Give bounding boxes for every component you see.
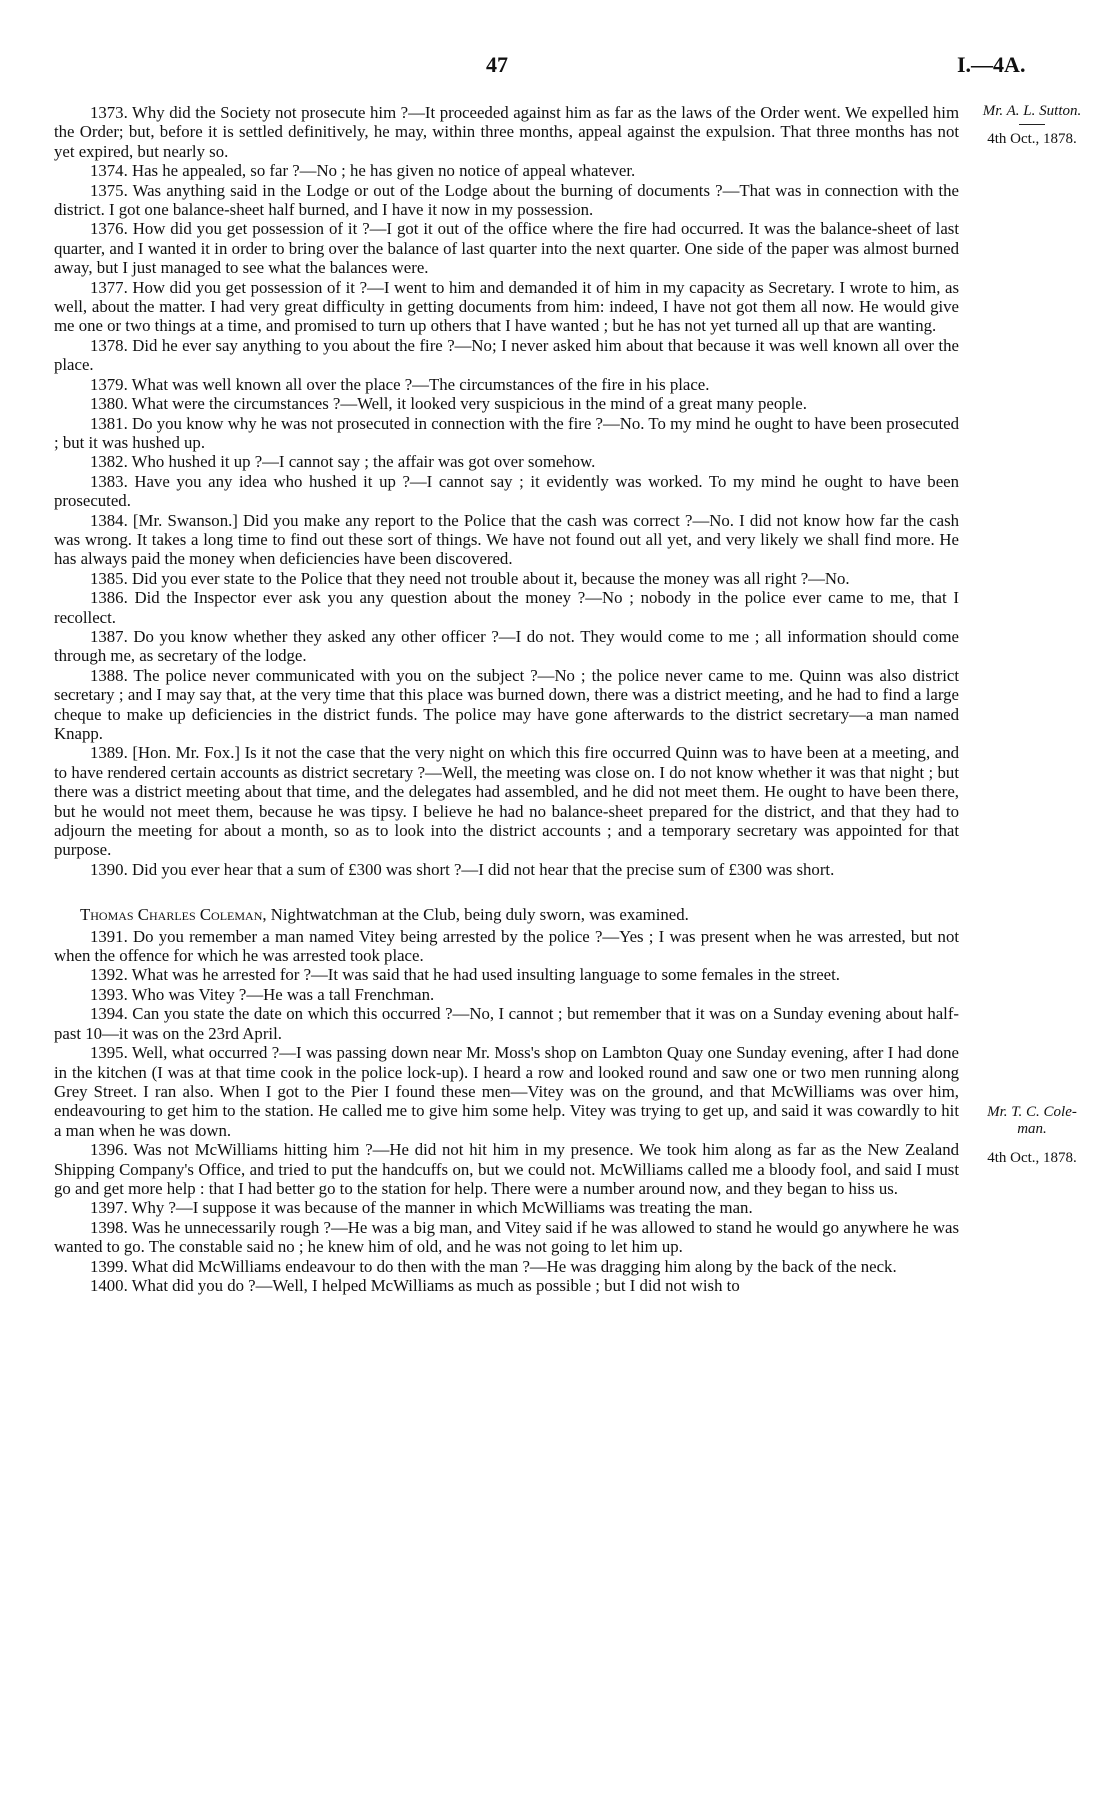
question-paragraph: 1381. Do you know why he was not prosecuted in connection with the fire ?—No. To my mind he ought to have been prosecuted ; but it was hushed up.	[54, 413, 959, 452]
question-paragraph: 1395. Well, what occurred ?—I was passing down near Mr. Moss's shop on Lambton Quay one Sunday evening, after I had done in the kitchen (I was at that time cook in the police lock-up). I heard a row and looked round and saw one or two men running along Grey Street. I ran also. When I got to the Pier I found these men—Vitey was on the ground, and that McWilliams was over him, endeavouring to get him to the station. He called me to give him some help. Vitey was trying to get up, and said it was cowardly to hit a man when he was down.	[54, 1043, 959, 1140]
page-number: 47	[486, 52, 508, 77]
margin-note-coleman	[962, 1104, 1102, 1167]
margin-date: 4th Oct., 1878.	[987, 1150, 1077, 1166]
margin-witness-name: Mr. A. L. Sutton.	[982, 103, 1082, 119]
question-paragraph: 1393. Who was Vitey ?—He was a tall Frenchman.	[90, 984, 435, 1004]
question-paragraph: 1394. Can you state the date on which this occurred ?—No, I cannot ; but remember that it was on a Sunday evening about half-past 10—it was on the 23rd April.	[54, 1004, 959, 1043]
question-paragraph: 1384. [Mr. Swanson.] Did you make any report to the Police that the cash was correct ?—No. I did not know how far the cash was wrong. It takes a long time to find out these sort of things. We have not found out all yet, and very likely we shall find more. He has always paid the money when deficiencies have been discovered.	[54, 510, 959, 569]
witness-introduction	[54, 905, 959, 924]
question-paragraph: 1377. How did you get possession of it ?—I went to him and demanded it of him in my capacity as Secretary. I wrote to him, as well, about the matter. I had very great difficulty in getting documents from him: indeed, I have not got them all now. He would give me one or two things at a time, and promised to turn up others that I have wanted ; but he has not yet turned all up that are wanting.	[54, 277, 959, 336]
question-paragraph: 1374. Has he appealed, so far ?—No ; he has given no notice of appeal whatever.	[90, 161, 636, 181]
question-paragraph: 1398. Was he unnecessarily rough ?—He was a big man, and Vitey said if he was allowed to stand he would go anywhere he was wanted to go. The constable said no ; he knew him of old, and he was not going to let him up.	[54, 1217, 959, 1257]
document-code: I.—4A.	[957, 52, 1026, 77]
question-paragraph: 1392. What was he arrested for ?—It was said that he had used insulting language to some females in the street.	[90, 965, 840, 985]
question-paragraph: 1391. Do you remember a man named Vitey being arrested by the police ?—Yes ; I was present when he was arrested, but not when the offence for which he was arrested took place.	[54, 926, 959, 966]
question-paragraph: 1380. What were the circumstances ?—Well, it looked very suspicious in the mind of a great many people.	[90, 394, 807, 414]
margin-rule	[1019, 124, 1045, 125]
margin-note-sutton	[962, 103, 1102, 148]
question-paragraph: 1382. Who hushed it up ?—I cannot say ; the affair was got over somehow.	[90, 452, 596, 472]
question-paragraph: 1383. Have you any idea who hushed it up ?—I cannot say ; it evidently was worked. To my mind he ought to have been prosecuted.	[54, 471, 959, 511]
testimony-text	[54, 103, 959, 1295]
question-paragraph: 1397. Why ?—I suppose it was because of the manner in which McWilliams was treating the man.	[90, 1198, 753, 1218]
margin-witness-name: Mr. T. C. Cole- man.	[987, 1104, 1077, 1137]
question-paragraph: 1389. [Hon. Mr. Fox.] Is it not the case that the very night on which this fire occurred Quinn was to have been at a meeting, and to have rendered certain accounts as district secretary ?—Well, the meeting was close on. I do not know whether it was that night ; but there was a district meeting about that time, and the delegates had assembled, and he did not meet them. He ought to have been there, but he would not meet them, because he was tipsy. I believe he had no balance-sheet prepared for the district, and that they had to adjourn the meeting for about a month, so as to look into the district accounts ; and a temporary secretary was appointed for that purpose.	[54, 743, 959, 860]
question-paragraph: 1386. Did the Inspector ever ask you any question about the money ?—No ; nobody in the police ever came to me, that I recollect.	[54, 588, 959, 627]
question-paragraph: 1375. Was anything said in the Lodge or out of the Lodge about the burning of documents ?—That was in connection with the district. I got one balance-sheet half burned, and I have it now in my possession.	[54, 180, 959, 220]
question-paragraph: 1378. Did he ever say anything to you about the fire ?—No; I never asked him about that because it was well known all over the place.	[54, 335, 959, 375]
question-paragraph: 1400. What did you do ?—Well, I helped McWilliams as much as possible ; but I did not wish to	[90, 1275, 740, 1295]
question-paragraph: 1385. Did you ever state to the Police that they need not trouble about it, because the money was all right ?—No.	[90, 568, 850, 588]
question-paragraph: 1388. The police never communicated with you on the subject ?—No ; the police never came to me. Quinn was also district secretary ; and I may say that, at the very time that this place was burned down, there was a district meeting, and he had to find a large cheque to make up deficiencies in the district funds. The police may have gone afterwards to the district secretary—a man named Knapp.	[54, 665, 959, 743]
witness-name: Thomas Charles Coleman	[80, 905, 263, 925]
question-paragraph: 1399. What did McWilliams endeavour to do then with the man ?—He was dragging him along by the back of the neck.	[90, 1256, 897, 1276]
question-paragraph: 1387. Do you know whether they asked any other officer ?—I do not. They would come to me ; all information should come through me, as secretary of the lodge.	[54, 626, 959, 666]
question-paragraph: 1373. Why did the Society not prosecute him ?—It proceeded against him as far as the laws of the Order went. We expelled him the Order; but, before it is settled definitively, he may, within three months, appeal against the expulsion. That three months has not yet expired, but nearly so.	[54, 103, 959, 161]
question-paragraph: 1379. What was well known all over the place ?—The circumstances of the fire in his place.	[90, 374, 710, 394]
question-paragraph: 1390. Did you ever hear that a sum of £300 was short ?—I did not hear that the precise sum of £300 was short.	[90, 859, 835, 879]
witness-description: , Nightwatchman at the Club, being duly sworn, was examined.	[262, 905, 689, 925]
question-paragraph: 1396. Was not McWilliams hitting him ?—He did not hit him in my presence. We took him along as far as the New Zealand Shipping Company's Office, and tried to put the handcuffs on, but we could not. McWilliams called me a bloody fool, and said I must go and get more help : that I had better go to the station for help. There were a number around now, and they began to hiss us.	[54, 1140, 959, 1198]
question-paragraph: 1376. How did you get possession of it ?—I got it out of the office where the fire had occurred. It was the balance-sheet of last quarter, and I wanted it in order to bring over the balance of last quarter into the next quarter. One side of the paper was almost burned away, but I just managed to see what the balances were.	[54, 219, 959, 278]
margin-date: 4th Oct., 1878.	[987, 131, 1077, 147]
